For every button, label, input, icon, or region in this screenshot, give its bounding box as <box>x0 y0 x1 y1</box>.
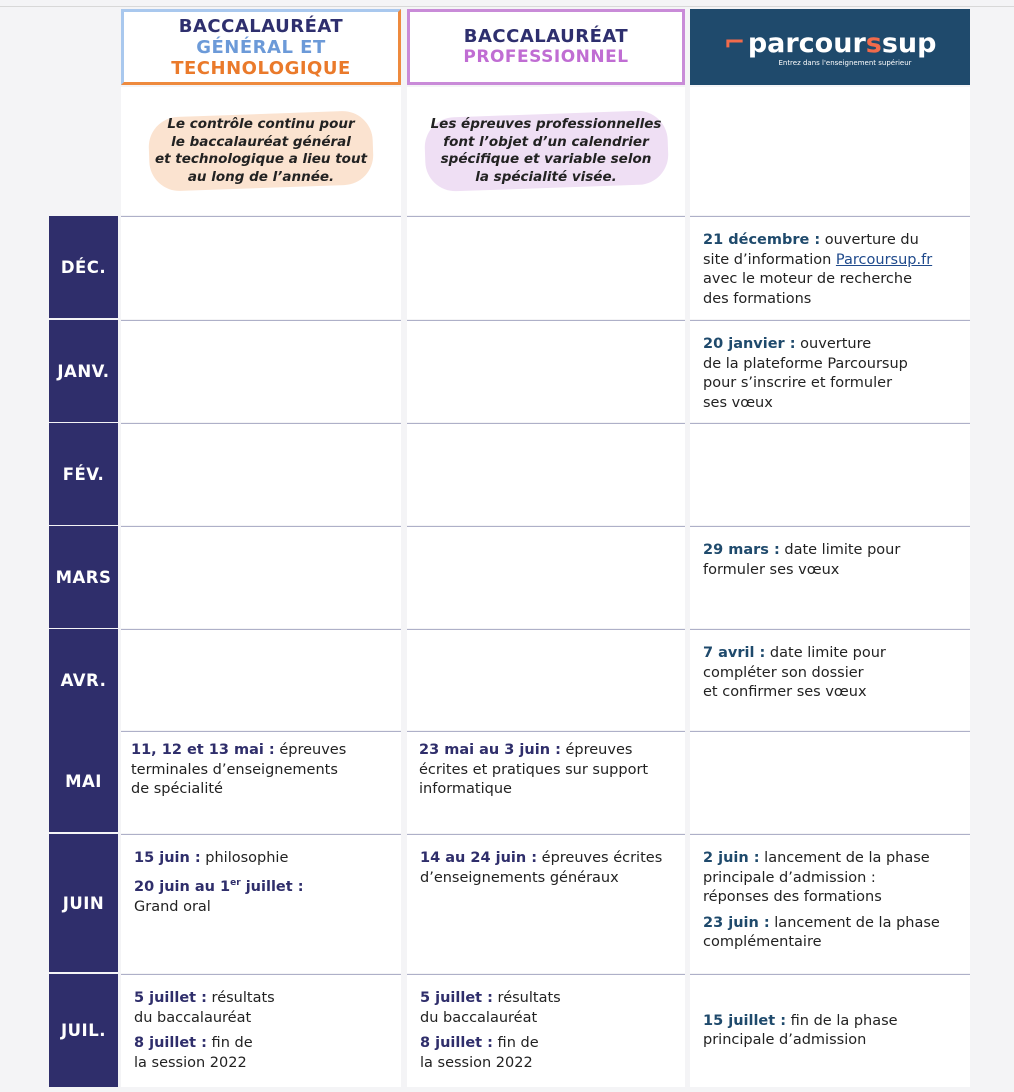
event-text: épreuves <box>560 742 633 758</box>
event-text: ouverture du <box>820 232 919 248</box>
event-text: épreuves écrites <box>537 850 663 866</box>
event-text: principale d’admission : <box>703 869 876 886</box>
header-pro-line1: BACCALAURÉAT <box>463 26 629 47</box>
cell-juin-gen <box>121 834 401 973</box>
intro-pro-l1: Les épreuves professionnelles <box>430 116 662 132</box>
event-text: formuler ses vœux <box>703 561 840 578</box>
event-text: pour s’inscrire et formuler <box>703 375 893 391</box>
event-date: 8 juillet : <box>134 1035 207 1051</box>
intro-gen-l1: Le contrôle continu pour <box>167 116 355 132</box>
cell-mai-gen <box>121 731 401 833</box>
intro-gen-l2: le baccalauréat général <box>171 133 351 150</box>
event-text: du baccalauréat <box>420 1009 538 1026</box>
event-text: fin de <box>492 1035 539 1051</box>
month-fev: FÉV. <box>49 423 118 525</box>
event-date: 8 juillet : <box>420 1035 493 1051</box>
event-date: 29 mars : <box>703 542 780 558</box>
cell-janv-pro <box>407 320 685 422</box>
event-text: complémentaire <box>703 934 822 950</box>
intro-ps-empty <box>690 87 970 215</box>
parcoursup-logo <box>724 28 937 59</box>
event-date: 5 juillet : <box>134 990 207 1006</box>
month-dec: DÉC. <box>49 216 118 318</box>
cell-juil-ps <box>690 974 970 1087</box>
event-text: date limite pour <box>779 542 901 558</box>
event-text: avec le moteur de recherche <box>703 271 912 287</box>
parcoursup-mark-icon: ⌐ <box>723 28 746 58</box>
month-mai: MAI <box>49 731 118 832</box>
cell-dec-ps <box>690 216 970 319</box>
cell-fev-ps <box>690 423 970 525</box>
cell-juil-gen <box>121 974 401 1087</box>
month-avr: AVR. <box>49 629 118 731</box>
event-text: ses vœux <box>703 394 773 411</box>
top-divider <box>0 6 1014 7</box>
event-date: 23 juin : <box>703 914 770 931</box>
event-text: terminales d’enseignements <box>131 761 338 778</box>
cell-juin-pro <box>407 834 685 973</box>
cell-janv-ps <box>690 320 970 422</box>
event-text: ouverture <box>795 336 872 352</box>
header-bac-general <box>121 9 401 85</box>
intro-pro-l2: font l’objet d’un calendrier <box>443 133 649 150</box>
event-date: 20 juin au 1er juillet : <box>134 878 304 896</box>
event-text: des formations <box>703 290 812 307</box>
event-text: et confirmer ses vœux <box>703 684 867 700</box>
logo-part-a: parcour <box>747 27 866 59</box>
month-janv: JANV. <box>49 320 118 422</box>
event-text: écrites et pratiques sur support <box>419 761 649 778</box>
event-text: la session 2022 <box>134 1054 247 1071</box>
intro-gen-l4: au long de l’année. <box>187 168 335 185</box>
event-text: philosophie <box>200 850 289 866</box>
event-text: réponses des formations <box>703 889 882 905</box>
parcoursup-link[interactable]: Parcoursup.fr <box>835 251 933 268</box>
intro-gen <box>121 87 401 215</box>
cell-avr-gen <box>121 629 401 730</box>
logo-part-s: s <box>865 27 882 59</box>
header-pro-line2: PROFESSIONNEL <box>463 47 629 67</box>
event-date: 15 juin : <box>134 850 201 866</box>
event-text: principale d’admission <box>703 1032 867 1048</box>
cell-dec-pro <box>407 216 685 319</box>
event-date: 11, 12 et 13 mai : <box>131 742 275 758</box>
cell-juin-ps <box>690 834 970 973</box>
event-text: date limite pour <box>765 645 886 661</box>
event-text: informatique <box>419 781 512 797</box>
event-text: lancement de la phase <box>759 850 930 866</box>
event-text: résultats <box>492 990 561 1006</box>
intro-pro <box>407 87 685 215</box>
cell-mai-ps <box>690 731 970 833</box>
month-mars: MARS <box>49 526 118 628</box>
event-text: résultats <box>206 990 275 1006</box>
event-date: 23 mai au 3 juin : <box>419 742 561 758</box>
cell-mars-gen <box>121 526 401 628</box>
event-date: 7 avril : <box>703 645 766 661</box>
event-text: fin de <box>206 1035 253 1051</box>
cell-avr-pro <box>407 629 685 730</box>
event-date: 5 juillet : <box>420 990 493 1006</box>
event-date: 2 juin : <box>703 850 760 866</box>
month-juin: JUIN <box>49 834 118 972</box>
cell-mars-pro <box>407 526 685 628</box>
cell-mars-ps <box>690 526 970 628</box>
event-text: fin de la phase <box>786 1012 898 1029</box>
event-text: de spécialité <box>131 781 223 797</box>
intro-pro-l3: spécifique et variable selon <box>440 151 652 167</box>
event-text: épreuves <box>274 742 347 758</box>
event-text: lancement de la phase <box>769 914 940 931</box>
cell-mai-pro <box>407 731 685 833</box>
event-text: la session 2022 <box>420 1054 533 1071</box>
logo-part-b: sup <box>881 27 937 59</box>
cell-dec-gen <box>121 216 401 319</box>
event-date: 14 au 24 juin : <box>420 850 538 866</box>
cell-juil-pro <box>407 974 685 1087</box>
event-text: du baccalauréat <box>134 1009 252 1026</box>
event-text: compléter son dossier <box>703 664 864 681</box>
cell-fev-gen <box>121 423 401 525</box>
header-bac-pro <box>407 9 685 85</box>
event-date: 20 janvier : <box>703 336 796 352</box>
month-juil: JUIL. <box>49 974 118 1087</box>
intro-pro-l4: la spécialité visée. <box>475 168 617 185</box>
header-gen-line1: BACCALAURÉAT <box>178 15 344 37</box>
event-text: Grand oral <box>134 898 211 915</box>
event-date: 15 juillet : <box>703 1012 787 1029</box>
cell-janv-gen <box>121 320 401 422</box>
parcoursup-tagline: Entrez dans l'enseignement supérieur <box>778 58 912 67</box>
event-text: site d’information <box>703 251 836 268</box>
cell-fev-pro <box>407 423 685 525</box>
event-date: 21 décembre : <box>703 232 821 248</box>
event-text: d’enseignements généraux <box>420 869 619 886</box>
header-gen-line2: GÉNÉRAL ET <box>196 36 326 58</box>
event-text: de la plateforme Parcoursup <box>703 355 908 372</box>
header-gen-line3: TECHNOLOGIQUE <box>171 57 351 79</box>
cell-avr-ps <box>690 629 970 730</box>
intro-gen-l3: et technologique a lieu tout <box>154 151 368 167</box>
header-parcoursup <box>690 9 970 85</box>
